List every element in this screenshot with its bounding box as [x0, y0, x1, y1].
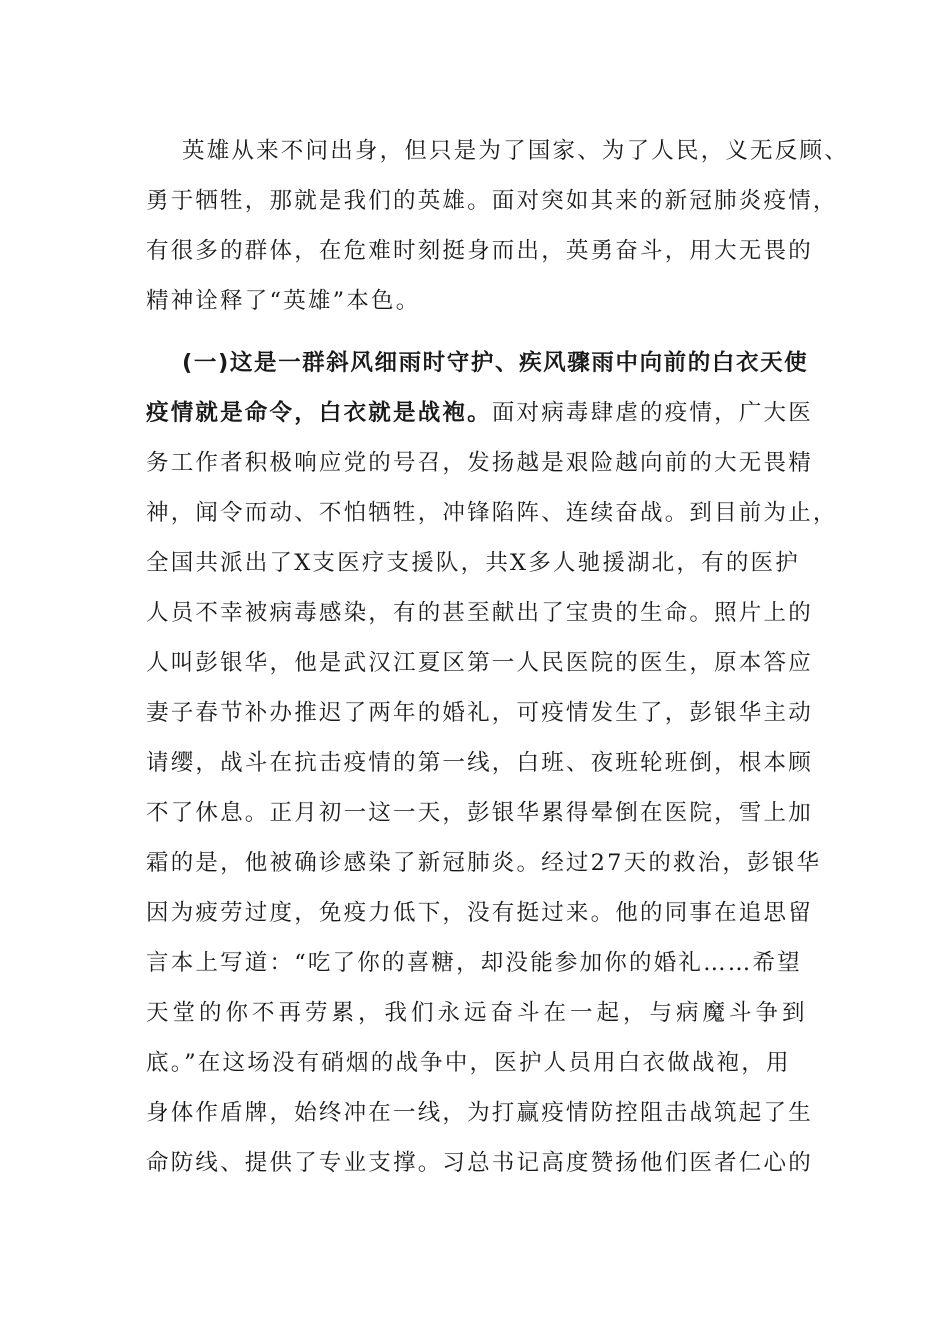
paragraph-2-line-6: 人叫彭银华，他是武汉江夏区第一人民医院的医生，原本答应 [146, 650, 813, 676]
paragraph-2-line-2: 务工作者积极响应党的号召，发扬越是艰险越向前的大无畏精 [146, 450, 813, 476]
paragraph-1-line-1: 英雄从来不问出身，但只是为了国家、为了人民，义无反顾、 [182, 138, 849, 164]
paragraph-2-lead-rest: 面对病毒肆虐的疫情，广大医 [491, 400, 813, 426]
paragraph-2-lead-bold: 疫情就是命令，白衣就是战袍。 [146, 400, 492, 426]
paragraph-1-line-4: 精神诠释了“英雄”本色。 [146, 288, 421, 314]
paragraph-2-line-14: 底。”在这场没有硝烟的战争中，医护人员用白衣做战袍，用 [146, 1050, 791, 1076]
paragraph-1-line-3: 有很多的群体，在危难时刻挺身而出，英勇奋斗，用大无畏的 [146, 238, 813, 264]
paragraph-2-line-7: 妻子春节补办推迟了两年的婚礼，可疫情发生了，彭银华主动 [146, 700, 813, 726]
section-heading: (一)这是一群斜风细雨时守护、疾风骤雨中向前的白衣天使 [182, 350, 809, 376]
paragraph-2-line-10: 霜的是，他被确诊感染了新冠肺炎。经过27天的救治，彭银华 [146, 850, 822, 876]
paragraph-2-line-16: 命防线、提供了专业支撑。习总书记高度赞扬他们医者仁心的 [146, 1150, 813, 1176]
paragraph-2-line-4: 全国共派出了X支医疗支援队，共X多人驰援湖北，有的医护 [146, 550, 800, 576]
paragraph-2-line-1 [146, 398, 813, 428]
paragraph-2-line-12: 言本上写道：“吃了你的喜糖，却没能参加你的婚礼……希望 [146, 950, 802, 976]
paragraph-2-line-11: 因为疲劳过度，免疫力低下，没有挺过来。他的同事在追思留 [146, 900, 813, 926]
paragraph-1-line-2: 勇于牺牲，那就是我们的英雄。面对突如其来的新冠肺炎疫情， [146, 188, 838, 214]
paragraph-2-line-3: 神，闻令而动、不怕牺牲，冲锋陷阵、连续奋战。到目前为止， [146, 500, 838, 526]
paragraph-2-line-8: 请缨，战斗在抗击疫情的第一线，白班、夜班轮班倒，根本顾 [146, 750, 813, 776]
paragraph-2-line-9: 不了休息。正月初一这一天，彭银华累得晕倒在医院，雪上加 [146, 800, 813, 826]
paragraph-2-line-13: 天堂的你不再劳累，我们永远奋斗在一起，与病魔斗争到 [146, 1000, 809, 1026]
paragraph-2-line-5: 人员不幸被病毒感染，有的甚至献出了宝贵的生命。照片上的 [146, 600, 813, 626]
paragraph-2-line-15: 身体作盾牌，始终冲在一线，为打赢疫情防控阻击战筑起了生 [146, 1100, 813, 1126]
